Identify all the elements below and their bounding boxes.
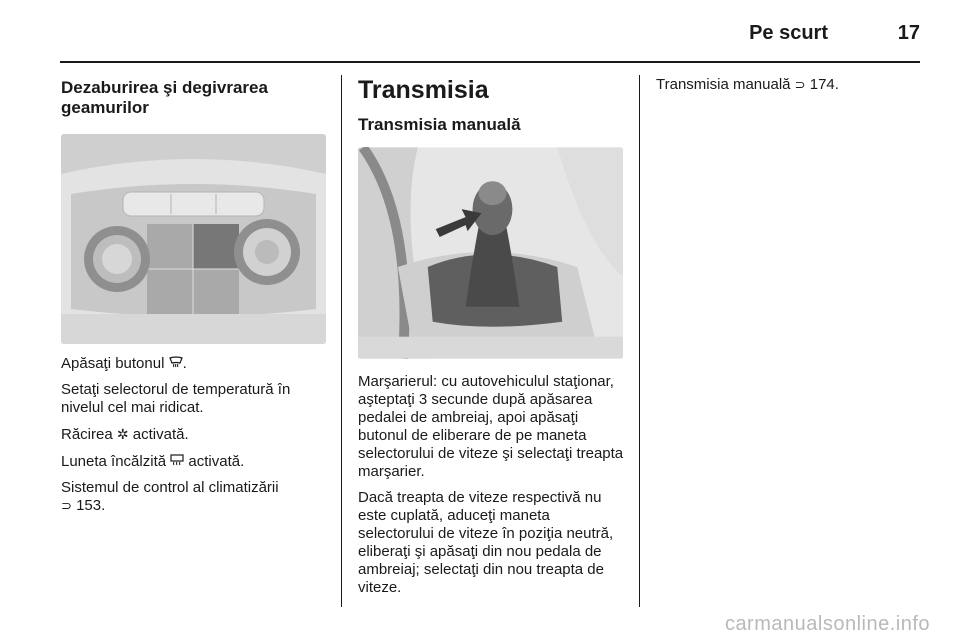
climate-control-ref-page[interactable]: 153. [76, 497, 106, 514]
defrost-heading: Dezaburirea şi degivrarea geamurilor [61, 78, 268, 117]
header-rule [60, 61, 920, 63]
climate-control-ref-text: Sistemul de control al climatizării [61, 479, 279, 496]
rear-window-text-end: activată. [188, 453, 245, 470]
manual-transmission-ref-page[interactable]: 174. [809, 76, 839, 93]
column-reference [656, 76, 921, 94]
page-reference-icon: ⊃ [794, 77, 806, 92]
watermark: carmanualsonline.info [724, 613, 930, 635]
header-page-number: 17 [897, 22, 920, 44]
manual-transmission-ref-text: Transmisia manuală [656, 76, 791, 93]
manual-transmission-subheading: Transmisia manuală [358, 115, 521, 134]
cooling-text-end: activată. [132, 426, 189, 443]
defrost-instruction-text: Apăsaţi butonul [61, 355, 165, 372]
reverse-gear-instruction: Marşarierul: cu autovehiculul staţionar, aşteptaţi 3 secunde după apăsarea pedalei de ambreiaj, apoi apăsaţi butonul de eliberare de pe maneta selectorului de viteze şi selectaţi treapta marşarier. [358, 373, 624, 480]
column-defrost [61, 76, 326, 515]
page-reference-icon: ⊃ [61, 498, 72, 513]
snowflake-icon: ✲ [116, 426, 129, 442]
rear-window-text: Luneta încălzită [61, 453, 167, 470]
column-divider-1 [341, 75, 342, 607]
gear-lever-illustration [358, 147, 623, 359]
transmission-heading: Transmisia [358, 76, 489, 104]
gear-engage-instruction: Dacă treapta de viteze respectivă nu este cuplată, aduceţi maneta selectorului de viteze în poziţia neutră, eliberaţi şi apăsaţi din nou pedala de ambreiaj; selectaţi din nou treapta de viteze. [358, 489, 614, 596]
climate-control-illustration [61, 134, 326, 344]
column-transmission [358, 76, 624, 597]
header-section-title: Pe scurt [749, 22, 828, 44]
column-divider-2 [639, 75, 640, 607]
cooling-text: Răcirea [61, 426, 113, 443]
defrost-instruction-end: . [182, 355, 187, 372]
windscreen-defrost-icon [169, 354, 183, 372]
rear-window-heat-icon [170, 452, 184, 470]
temperature-instruction: Setaţi selectorul de temperatură în nivelul cel mai ridicat. [61, 381, 291, 416]
